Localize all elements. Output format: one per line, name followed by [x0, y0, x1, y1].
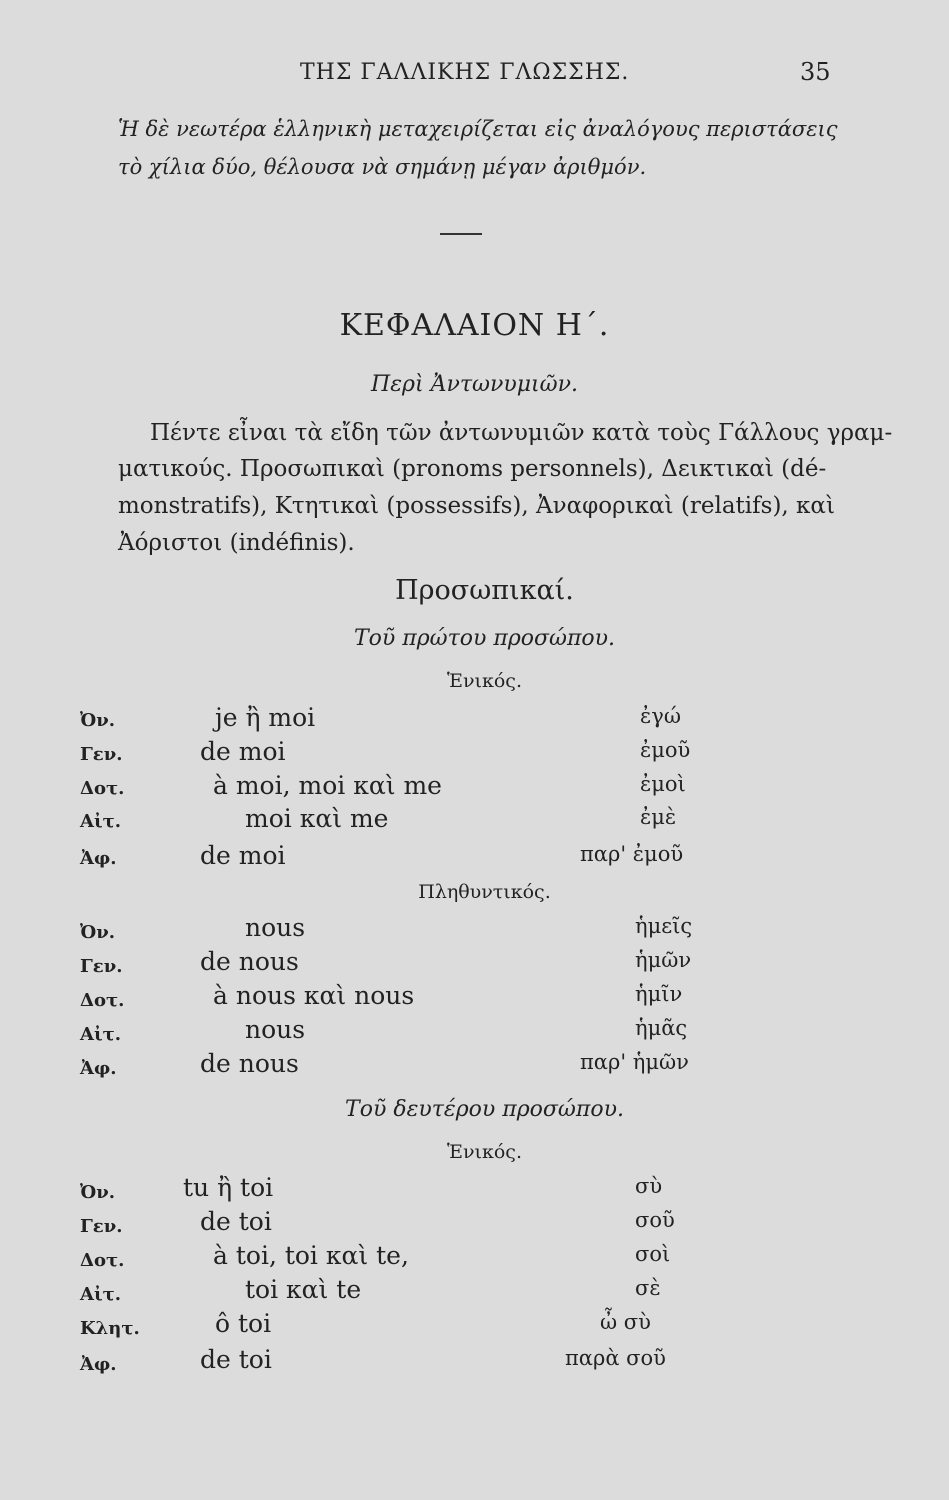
case-label: Ὀν.	[80, 710, 115, 731]
second-person-heading: Τοῦ δευτέρου προσώπου.	[345, 1097, 624, 1122]
greek-form: παρὰ σοῦ	[565, 1346, 666, 1370]
chapter-subject: Περὶ Ἀντωνυμιῶν.	[371, 372, 578, 397]
french-form: de nous	[200, 1049, 299, 1078]
case-label: Ὀν.	[80, 922, 115, 943]
case-label: Αἰτ.	[80, 811, 122, 832]
french-form: je ἢ moi	[215, 703, 316, 732]
french-form: de nous	[200, 947, 299, 976]
greek-form: ὦ σὺ	[600, 1310, 651, 1334]
intro-line-1: Ἡ δὲ νεωτέρα ἑλληνικὴ μεταχειρίζεται εἰς ἀναλόγους περιστάσεις	[118, 117, 838, 141]
first-person-heading: Τοῦ πρώτου προσώπου.	[353, 626, 616, 651]
case-label: Γεν.	[80, 1216, 123, 1237]
case-label: Αἰτ.	[80, 1284, 122, 1305]
section-rule	[440, 233, 482, 235]
chapter-title: ΚΕΦΑΛΑΙΟΝ Η΄.	[339, 308, 610, 343]
french-form: de toi	[200, 1207, 272, 1236]
page-number: 35	[800, 58, 831, 86]
case-label: Ἀφ.	[80, 1354, 117, 1375]
intro-line-2: τὸ χίλια δύο, θέλουσα νὰ σημάνῃ μέγαν ἀριθμόν.	[118, 155, 647, 179]
french-form: à moi, moi καὶ me	[213, 771, 442, 800]
greek-form: σοῦ	[635, 1208, 675, 1232]
first-singular-label: Ἑνικός.	[447, 670, 522, 692]
case-label: Αἰτ.	[80, 1024, 122, 1045]
case-label: Ἀφ.	[80, 848, 117, 869]
french-form: toi καὶ te	[245, 1275, 362, 1304]
case-label: Γεν.	[80, 956, 123, 977]
greek-form: σὺ	[635, 1174, 663, 1198]
case-label: Δοτ.	[80, 990, 125, 1011]
greek-form: ἐμοὶ	[640, 772, 686, 796]
greek-form: ἡμῶν	[635, 948, 692, 972]
paragraph-line-4: Ἀόριστοι (indéfinis).	[118, 530, 355, 556]
greek-form: ἡμᾶς	[635, 1016, 688, 1040]
running-title: ΤΗΣ ΓΑΛΛΙΚΗΣ ΓΛΩΣΣΗΣ.	[300, 60, 630, 85]
case-label: Ὀν.	[80, 1182, 115, 1203]
greek-form: ἡμῖν	[635, 982, 683, 1006]
french-form: tu ἢ toi	[183, 1173, 274, 1202]
french-form: ô toi	[215, 1309, 272, 1338]
second-singular-label: Ἑνικός.	[447, 1141, 522, 1163]
french-form: à nous καὶ nous	[213, 981, 415, 1010]
section-heading: Προσωπικαί.	[395, 575, 574, 606]
case-label: Ἀφ.	[80, 1058, 117, 1079]
paragraph-line-2: ματικούς. Προσωπικαὶ (pronoms personnels), Δεικτικαὶ (dé-	[118, 456, 827, 482]
greek-form: παρ' ἐμοῦ	[580, 842, 684, 866]
greek-form: σοὶ	[635, 1242, 671, 1266]
greek-form: ἐγώ	[640, 704, 681, 728]
french-form: de moi	[200, 841, 286, 870]
case-label: Γεν.	[80, 744, 123, 765]
french-form: nous	[245, 1015, 306, 1044]
first-plural-label: Πληθυντικός.	[418, 881, 551, 903]
french-form: nous	[245, 913, 306, 942]
french-form: de toi	[200, 1345, 272, 1374]
paragraph-line-1: Πέντε εἶναι τὰ εἴδη τῶν ἀντωνυμιῶν κατὰ τοὺς Γάλλους γραμ-	[150, 420, 893, 446]
french-form: de moi	[200, 737, 286, 766]
greek-form: ἐμὲ	[640, 805, 677, 829]
case-label: Κλητ.	[80, 1318, 140, 1339]
paragraph-line-3: monstratifs), Κτητικαὶ (possessifs), Ἀναφορικαὶ (relatifs), καὶ	[118, 493, 835, 519]
greek-form: σὲ	[635, 1276, 661, 1300]
case-label: Δοτ.	[80, 1250, 125, 1271]
french-form: moi καὶ me	[245, 804, 389, 833]
case-label: Δοτ.	[80, 778, 125, 799]
greek-form: ἐμοῦ	[640, 738, 691, 762]
greek-form: παρ' ἡμῶν	[580, 1050, 689, 1074]
greek-form: ἡμεῖς	[635, 914, 693, 938]
french-form: à toi, toi καὶ te,	[213, 1241, 409, 1270]
